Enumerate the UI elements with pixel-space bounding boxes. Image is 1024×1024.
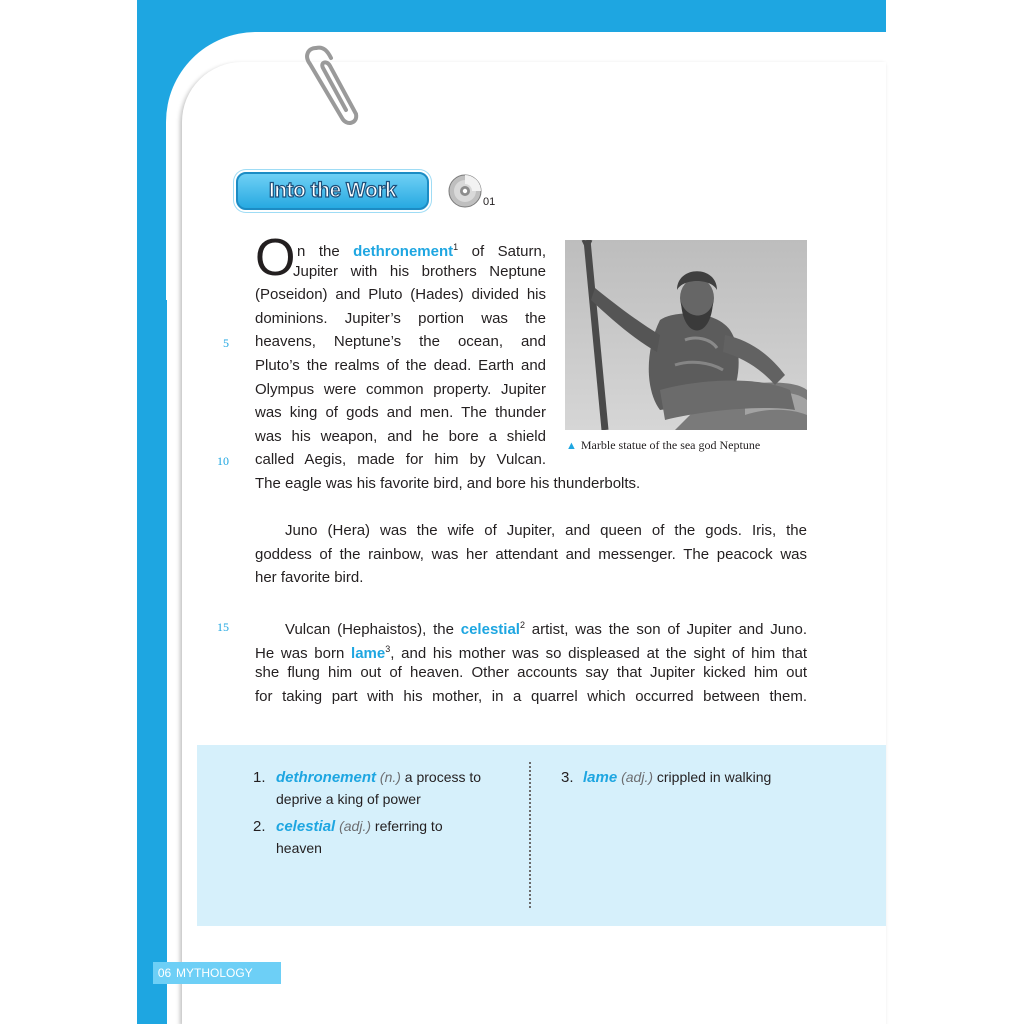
glossary-word: celestial [276, 818, 336, 835]
glossary-number-1: 1. [253, 769, 266, 786]
vocab-dethronement: dethronement$^1$ [353, 242, 459, 260]
reading-line-10: called Aegis, made for him by Vulcan. [255, 451, 546, 469]
section-heading [236, 172, 429, 210]
glossary-divider [529, 762, 531, 908]
line-number-10: 10 [217, 454, 229, 468]
caption-triangle-icon: ▲ [566, 440, 577, 452]
section-title: Into the Work [268, 179, 397, 202]
book-title: MYTHOLOGY [176, 966, 253, 980]
vocab-celestial: celestial$^2$ [460, 620, 525, 638]
glossary-entry-1 [276, 767, 508, 809]
reading-line-4: dominions. Jupiter’s portion was the [255, 309, 546, 327]
page-number: 06 [157, 966, 172, 980]
paragraph-2-line-3: her favorite bird. [255, 569, 364, 587]
reading-line-9: was his weapon, and he bore a shield [255, 427, 546, 445]
neptune-statue-illustration [565, 240, 807, 430]
line-number-15: 15 [217, 620, 229, 634]
paragraph-3-line-4: for taking part with his mother, in a quarrel which occurred between them. [255, 687, 807, 705]
line-number-5: 5 [223, 336, 229, 350]
neptune-statue-photo [565, 240, 807, 430]
glossary-definition: crippled in walking [656, 769, 772, 785]
reading-line-6: Pluto’s the realms of the dead. Earth and [255, 357, 546, 374]
reading-line-7: Olympus were common property. Jupiter [255, 380, 546, 398]
glossary-pos: (adj.) [339, 818, 372, 834]
glossary-number-3: 3. [561, 769, 574, 786]
glossary-pos: (n.) [379, 769, 401, 785]
reading-line-1: n the dethronement$^1$ of Saturn, [297, 242, 546, 260]
glossary-entry-3 [583, 767, 863, 789]
paragraph-2-line-2: goddess of the rainbow, was her attendant and messenger. The peacock was [255, 545, 807, 563]
paperclip-icon [298, 40, 368, 130]
figure-caption: ▲ Marble statue of the sea god Neptune [566, 438, 761, 452]
page-footer [153, 962, 281, 984]
track-number: 01 [483, 196, 496, 208]
blue-side-strip [137, 300, 167, 1024]
glossary-definition: a process to [404, 769, 482, 785]
paragraph-3-line-1: Vulcan (Hephaistos), the celestial$^2$ artist, was the son of Jupiter and Juno. [285, 620, 807, 638]
glossary-entry-2 [276, 816, 508, 858]
reading-line-8: was king of gods and men. The thunder [255, 404, 546, 422]
drop-cap: O [255, 229, 296, 287]
paragraph-2-line-1: Juno (Hera) was the wife of Jupiter, and queen of the gods. Iris, the [285, 522, 807, 539]
glossary-pos: (adj.) [621, 769, 653, 785]
reading-line-3: (Poseidon) and Pluto (Hades) divided his [255, 286, 546, 304]
glossary-word: lame [583, 769, 618, 786]
glossary-word: dethronement [276, 769, 377, 786]
glossary-number-2: 2. [253, 818, 266, 835]
reading-line-2: Jupiter with his brothers Neptune [293, 262, 546, 280]
glossary-definition: referring to [374, 818, 443, 834]
paragraph-3-line-2: He was born lame$^3$, and his mother was so displeased at the sight of him that [255, 643, 807, 662]
audio-cd-icon [448, 174, 482, 208]
reading-line-11: The eagle was his favorite bird, and bore his thunderbolts. [255, 475, 641, 492]
glossary-definition-cont: deprive a king of power [276, 790, 421, 807]
reading-line-5: heavens, Neptune’s the ocean, and [255, 333, 546, 351]
paragraph-3-line-3: she flung him out of heaven. Other accounts say that Jupiter kicked him out [255, 664, 807, 682]
vocab-lame: lame$^3$ [351, 643, 391, 662]
glossary-definition-cont: heaven [276, 839, 322, 856]
